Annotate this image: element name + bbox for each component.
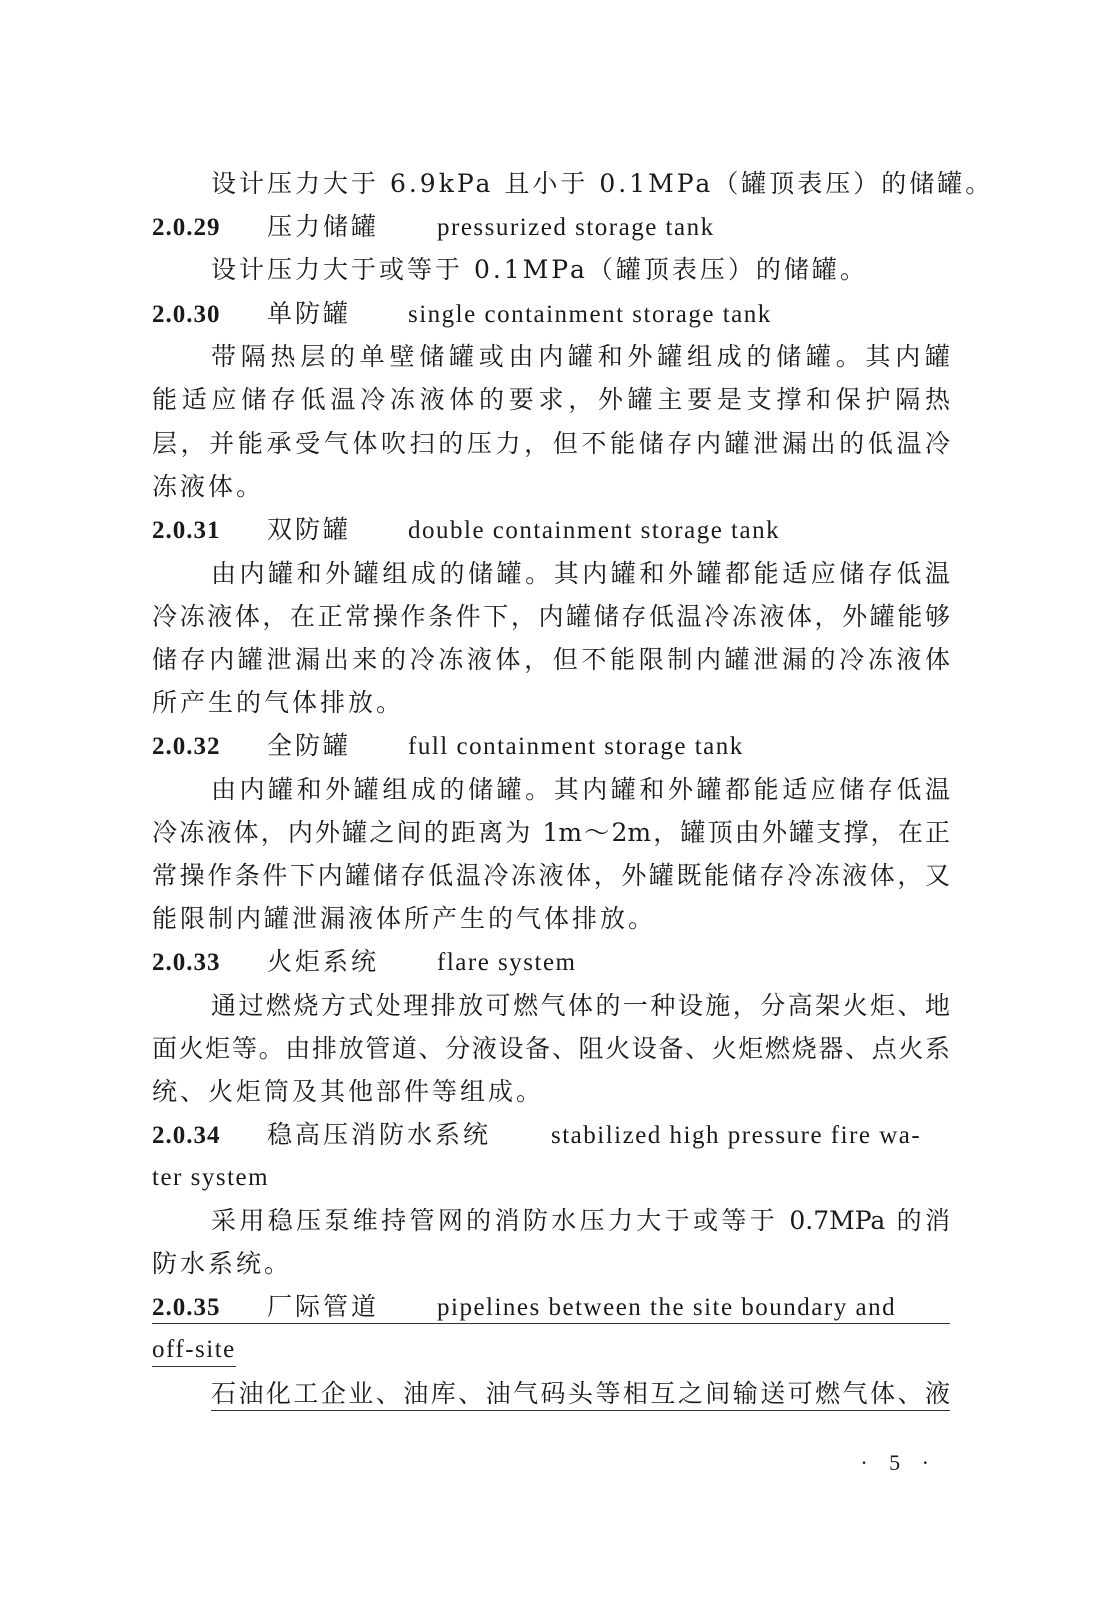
underline-rule bbox=[152, 1366, 236, 1367]
term-en: double containment storage tank bbox=[408, 517, 781, 544]
body-text-line: 常操作条件下内罐储存低温冷冻液体，外罐既能储存冷冻液体，又 bbox=[152, 861, 950, 890]
term-cn: 厂际管道 bbox=[267, 1292, 380, 1321]
term-cn: 压力储罐 bbox=[267, 212, 380, 241]
clause-number: 2.0.29 bbox=[152, 214, 221, 241]
term-en: stabilized high pressure fire wa- bbox=[551, 1122, 922, 1149]
body-text-line: 通过燃烧方式处理排放可燃气体的一种设施，分高架火炬、地 bbox=[211, 991, 950, 1020]
body-text-line: 由内罐和外罐组成的储罐。其内罐和外罐都能适应储存低温 bbox=[211, 775, 950, 804]
term-heading-2-0-31 bbox=[152, 510, 950, 550]
body-text-line: 带隔热层的单壁储罐或由内罐和外罐组成的储罐。其内罐 bbox=[211, 342, 950, 371]
term-cn: 双防罐 bbox=[267, 515, 352, 544]
term-heading-2-0-35 bbox=[152, 1287, 950, 1327]
term-heading-2-0-33 bbox=[152, 942, 950, 982]
clause-number: 2.0.31 bbox=[152, 517, 221, 544]
term-heading-2-0-34 bbox=[152, 1115, 950, 1155]
page-number: · 5 · bbox=[860, 1450, 937, 1475]
term-en: full containment storage tank bbox=[408, 733, 744, 760]
body-text-line: 能限制内罐泄漏液体所产生的气体排放。 bbox=[152, 904, 657, 933]
body-text-line: 由内罐和外罐组成的储罐。其内罐和外罐都能适应储存低温 bbox=[211, 559, 950, 588]
body-text-line: 防水系统。 bbox=[152, 1249, 293, 1278]
term-heading-2-0-32 bbox=[152, 726, 950, 766]
body-text-line: 冷冻液体，在正常操作条件下，内罐储存低温冷冻液体，外罐能够 bbox=[152, 602, 950, 631]
term-heading-2-0-30 bbox=[152, 294, 950, 334]
underline-rule bbox=[152, 1323, 950, 1324]
clause-number: 2.0.30 bbox=[152, 301, 221, 328]
term-en: pressurized storage tank bbox=[437, 214, 715, 241]
body-text-line: 层，并能承受气体吹扫的压力，但不能储存内罐泄漏出的低温冷 bbox=[152, 429, 950, 458]
term-cn: 火炬系统 bbox=[267, 947, 380, 976]
term-en: pipelines between the site boundary and bbox=[437, 1294, 897, 1321]
term-cn: 稳高压消防水系统 bbox=[267, 1120, 492, 1149]
clause-number: 2.0.35 bbox=[152, 1294, 221, 1321]
term-en-continued: off-site bbox=[152, 1336, 236, 1363]
body-text-line: 能适应储存低温冷冻液体的要求，外罐主要是支撑和保护隔热 bbox=[152, 385, 950, 414]
term-en: flare system bbox=[437, 949, 577, 976]
body-text-line: 统、火炬筒及其他部件等组成。 bbox=[152, 1077, 545, 1106]
clause-number: 2.0.32 bbox=[152, 733, 221, 760]
clause-number: 2.0.33 bbox=[152, 949, 221, 976]
underline-rule bbox=[211, 1410, 950, 1411]
body-text-line: 设计压力大于或等于 0.1MPa（罐顶表压）的储罐。 bbox=[211, 255, 868, 284]
term-cn: 单防罐 bbox=[267, 299, 352, 328]
body-text-line: 储存内罐泄漏出来的冷冻液体，但不能限制内罐泄漏的冷冻液体 bbox=[152, 645, 950, 674]
body-text-line: 冷冻液体，内外罐之间的距离为 1m～2m，罐顶由外罐支撑，在正 bbox=[152, 818, 950, 847]
clause-number: 2.0.34 bbox=[152, 1122, 221, 1149]
term-heading-2-0-29 bbox=[152, 207, 950, 247]
term-en-continued: ter system bbox=[152, 1164, 270, 1191]
body-text-line: 采用稳压泵维持管网的消防水压力大于或等于 0.7MPa 的消 bbox=[211, 1206, 950, 1235]
body-text-line: 设计压力大于 6.9kPa 且小于 0.1MPa（罐顶表压）的储罐。 bbox=[211, 169, 994, 198]
body-text-line: 冻液体。 bbox=[152, 472, 265, 501]
body-text-line: 面火炬等。由排放管道、分液设备、阻火设备、火炬燃烧器、点火系 bbox=[152, 1034, 950, 1063]
body-text-line: 所产生的气体排放。 bbox=[152, 688, 405, 717]
body-text-line: 石油化工企业、油库、油气码头等相互之间输送可燃气体、液 bbox=[211, 1379, 950, 1408]
term-en: single containment storage tank bbox=[408, 301, 772, 328]
term-cn: 全防罐 bbox=[267, 731, 352, 760]
